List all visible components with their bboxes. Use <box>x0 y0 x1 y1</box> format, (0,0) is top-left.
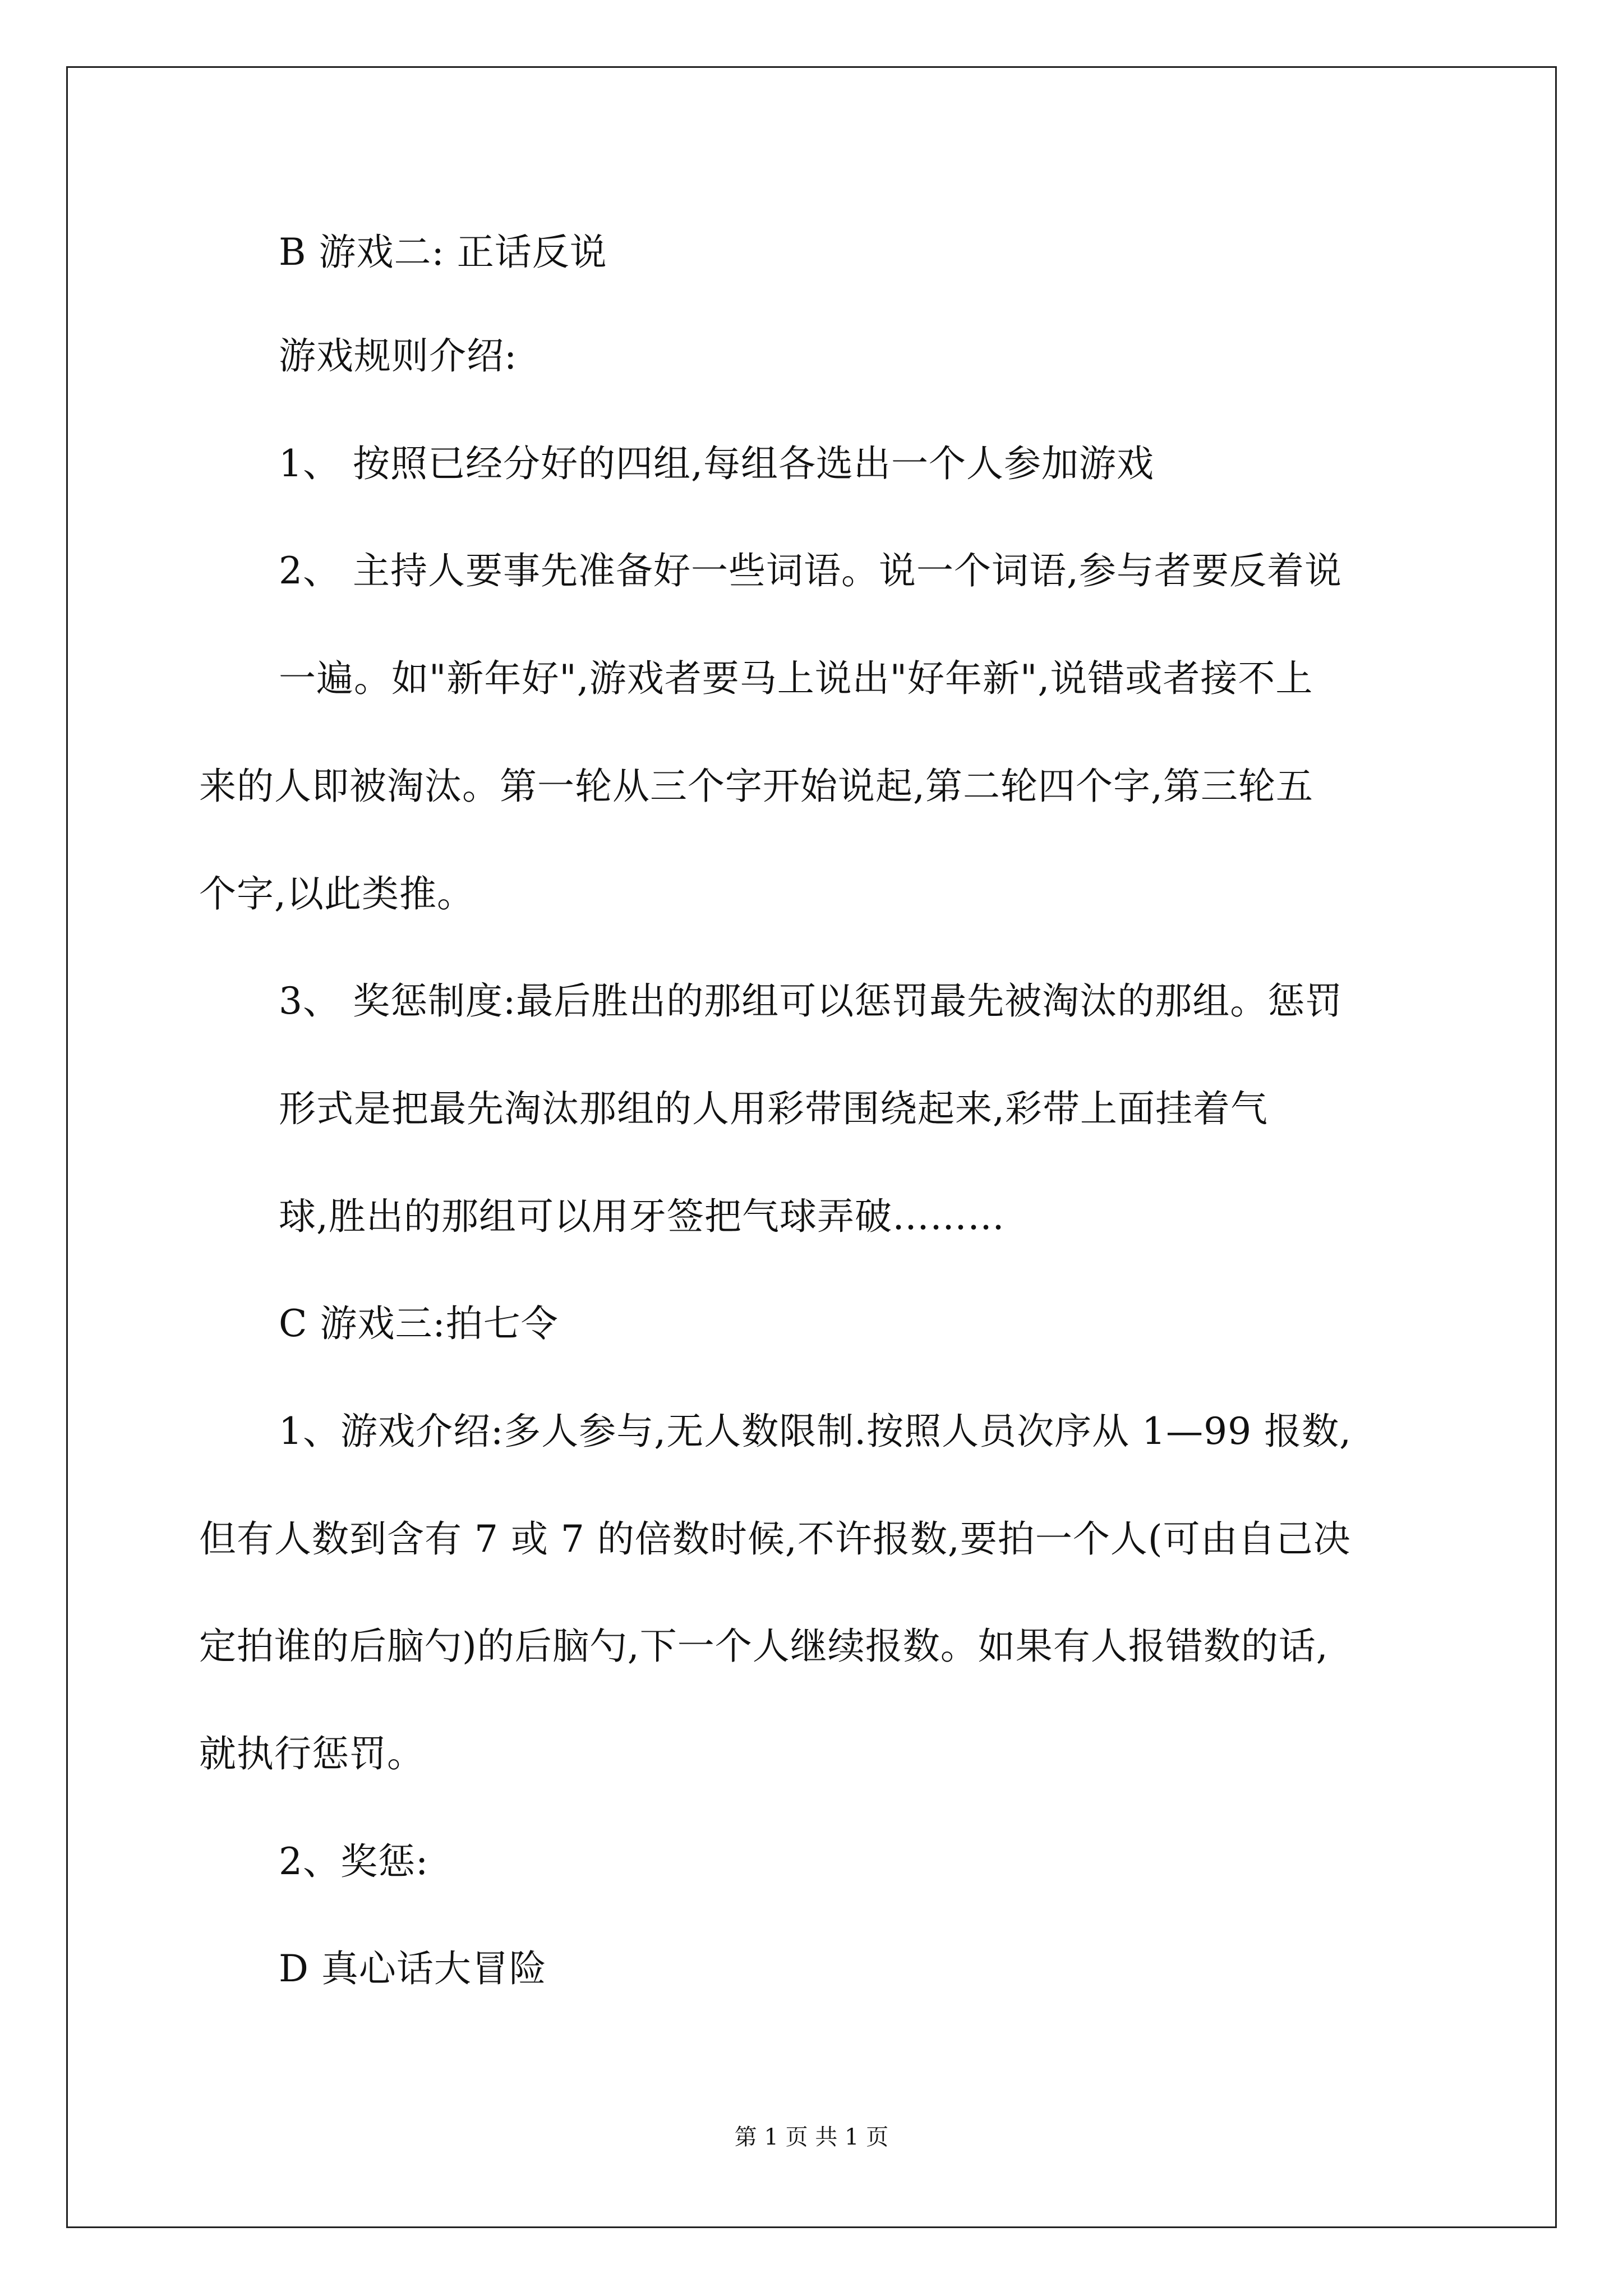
rule-item-2: 2、 主持人要事先准备好一些词语。说一个词语,参与者要反着说 <box>279 549 1342 592</box>
page-border <box>66 66 1557 2228</box>
rules-heading: 游戏规则介绍: <box>279 334 518 378</box>
game3-penalty: 2、奖惩: <box>279 1840 429 1883</box>
section-heading-b: B 游戏二: 正话反说 <box>279 231 607 274</box>
page-number-footer: 第 1 页 共 1 页 <box>734 2124 889 2150</box>
game3-intro: 1、游戏介绍:多人参与,无人数限制.按照人员次序从 1—99 报数, <box>279 1410 1352 1453</box>
game3-intro-cont-2: 定拍谁的后脑勺)的后脑勺,下一个人继续报数。如果有人报错数的话, <box>199 1625 1329 1668</box>
rule-item-1: 1、 按照已经分好的四组,每组各选出一个人参加游戏 <box>279 442 1154 485</box>
rule-item-3: 3、 奖惩制度:最后胜出的那组可以惩罚最先被淘汰的那组。惩罚 <box>279 979 1343 1023</box>
section-heading-d: D 真心话大冒险 <box>279 1947 547 1990</box>
rule-item-3-cont-2: 球,胜出的那组可以用牙签把气球弄破……… <box>279 1195 1005 1238</box>
rule-item-3-cont-1: 形式是把最先淘汰那组的人用彩带围绕起来,彩带上面挂着气 <box>279 1087 1268 1130</box>
rule-item-2-cont-1: 一遍。如"新年好",游戏者要马上说出"好年新",说错或者接不上 <box>279 657 1313 700</box>
game3-intro-cont-1: 但有人数到含有 7 或 7 的倍数时候,不许报数,要拍一个人(可由自己决 <box>199 1517 1351 1561</box>
rule-item-2-cont-2: 来的人即被淘汰。第一轮从三个字开始说起,第二轮四个字,第三轮五 <box>199 765 1313 808</box>
section-heading-c: C 游戏三:拍七令 <box>279 1302 559 1345</box>
rule-item-2-cont-3: 个字,以此类推。 <box>199 872 474 915</box>
game3-intro-cont-3: 就执行惩罚。 <box>199 1732 425 1775</box>
